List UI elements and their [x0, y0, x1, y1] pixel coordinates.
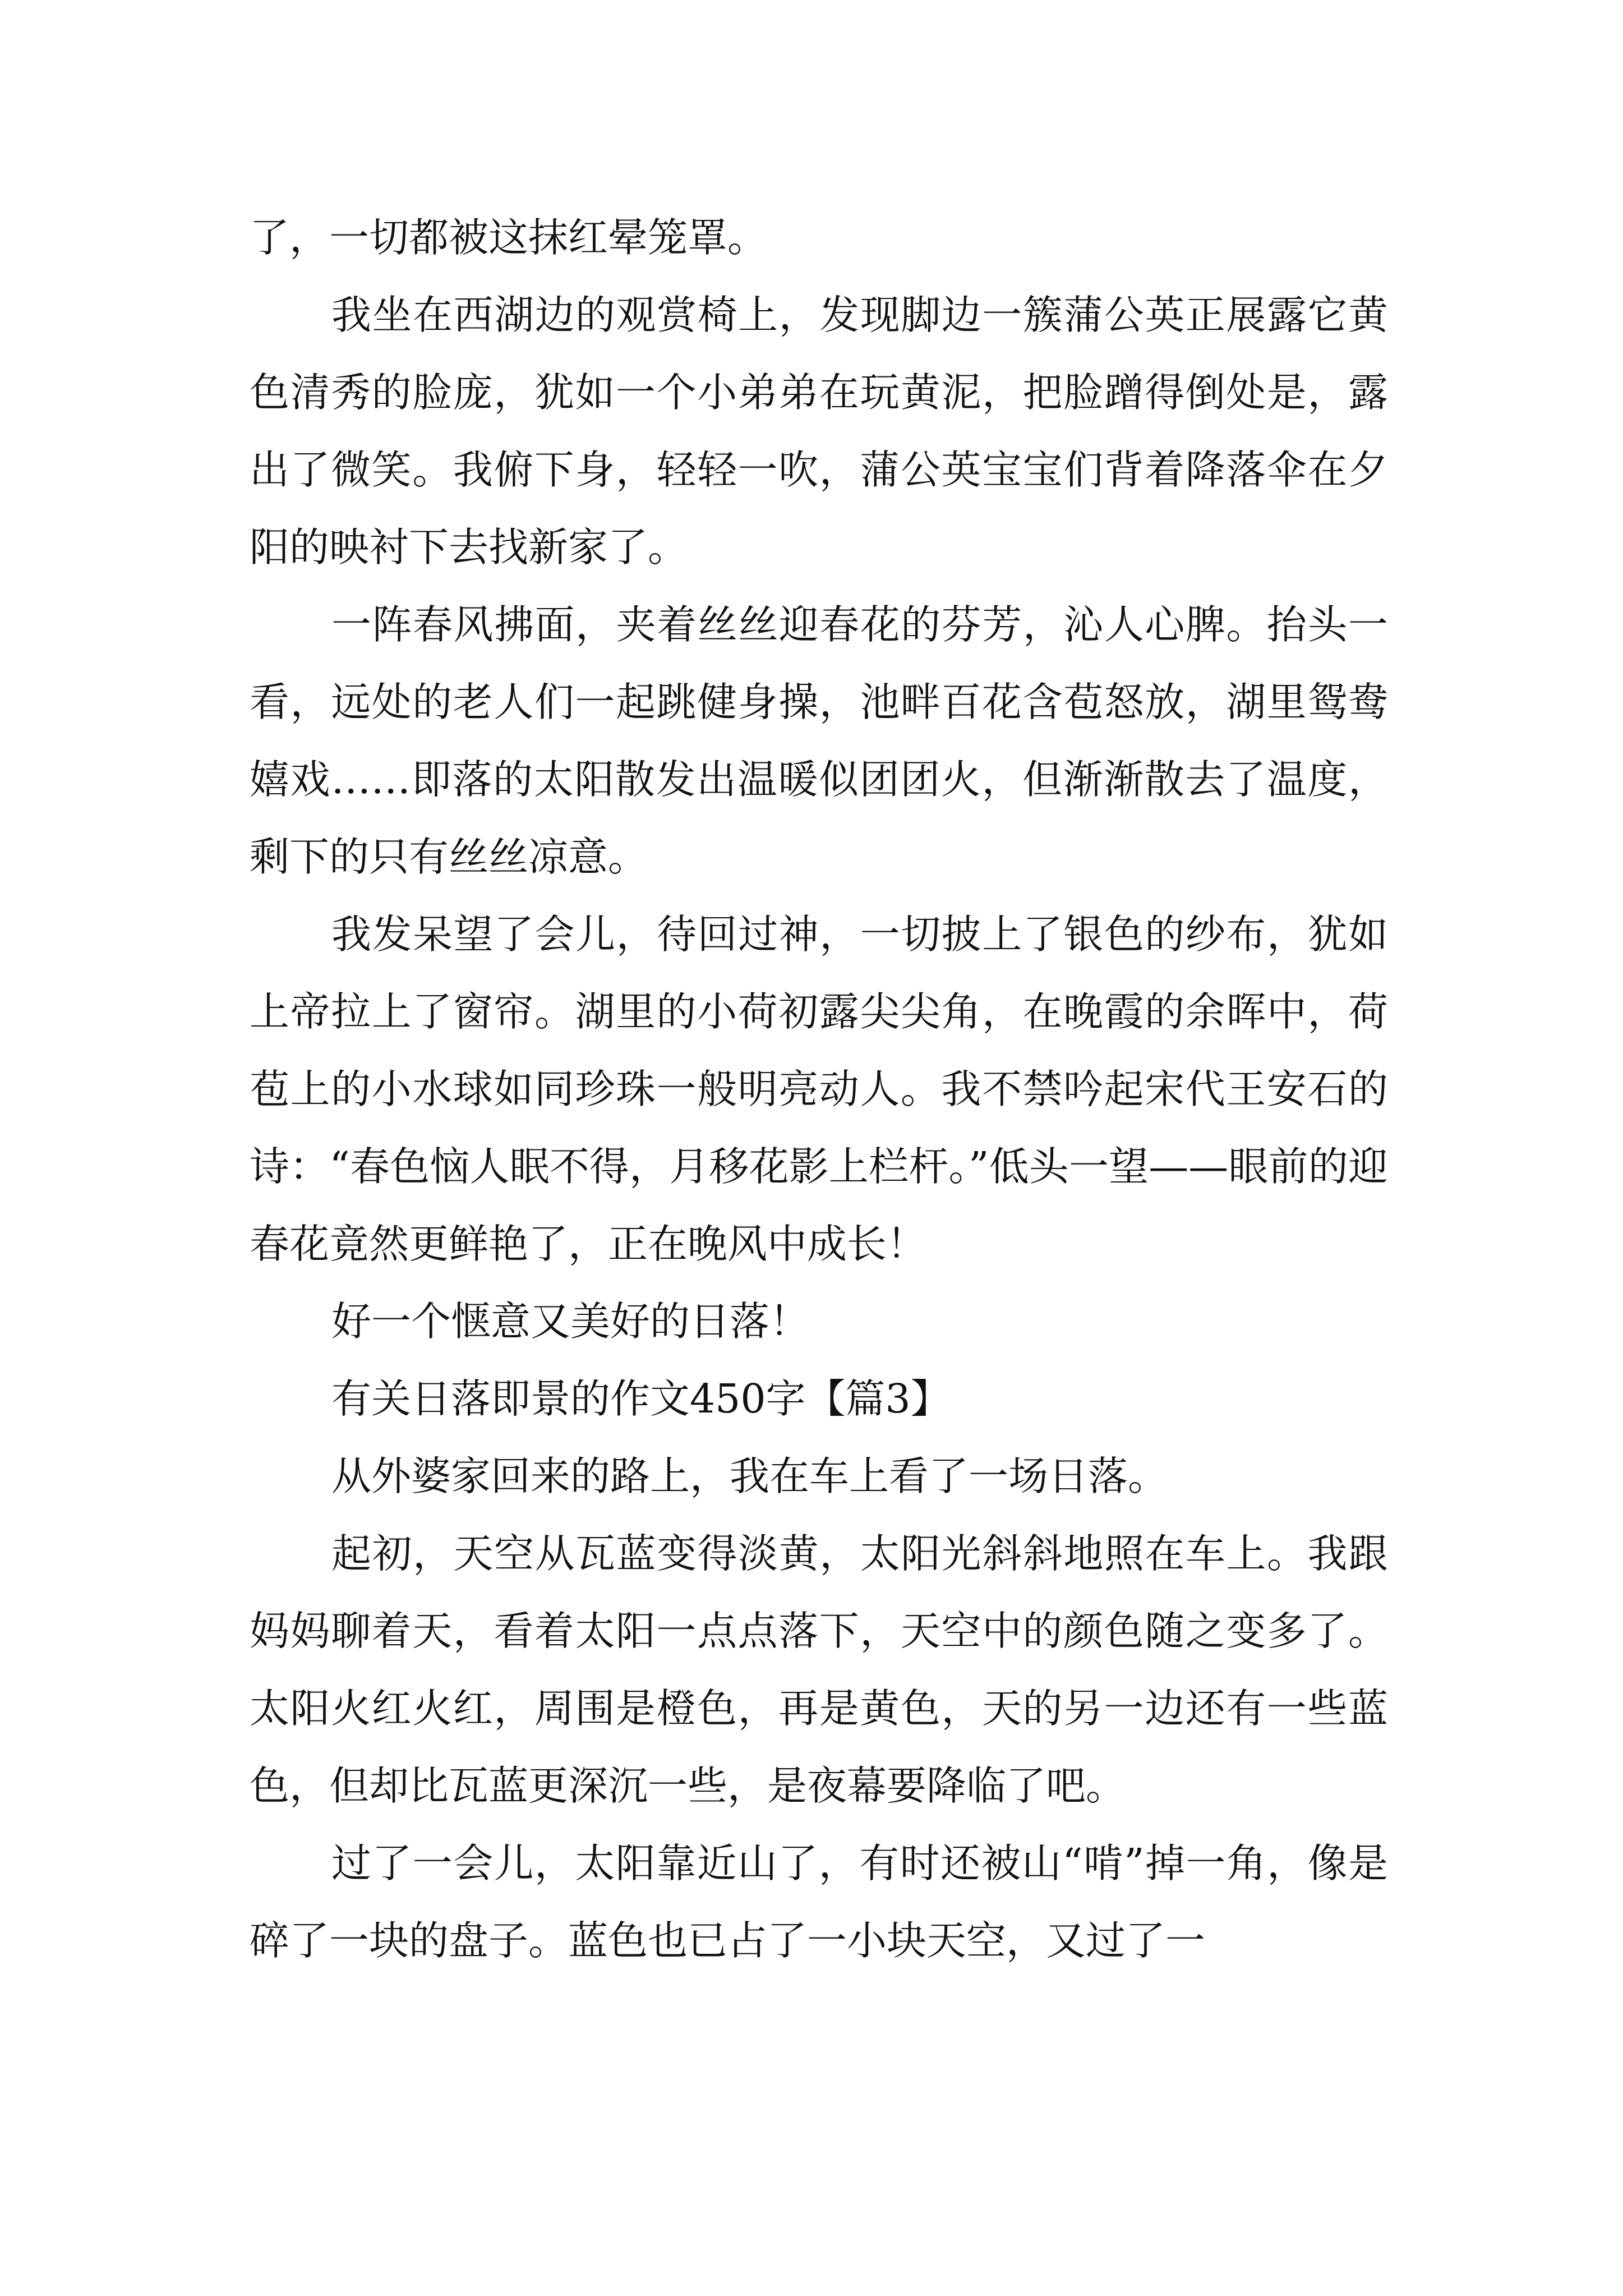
essay-heading: 有关日落即景的作文450字【篇3】	[331, 1375, 951, 1422]
paragraph-mountain: 过了一会儿，太阳靠近山了，有时还被山“啃”掉一角，像是碎了一块的盘子。蓝色也已占了一小块天空，又过了一	[250, 1840, 1388, 1964]
paragraph-sky-colors: 起初，天空从瓦蓝变得淡黄，太阳光斜斜地照在车上。我跟妈妈聊着天，看着太阳一点点落下，天空中的颜色随之变多了。太阳火红火红，周围是橙色，再是黄色，天的另一边还有一些蓝色，但却比瓦蓝更深沉一些，是夜幕要降临了吧。	[250, 1530, 1388, 1809]
paragraph-spring-breeze: 一阵春风拂面，夹着丝丝迎春花的芬芳，沁人心脾。抬头一看，远处的老人们一起跳健身操，池畔百花含苞怒放，湖里鸳鸯嬉戏……即落的太阳散发出温暖似团团火，但渐渐散去了温度，剩下的只有丝丝凉意。	[250, 601, 1388, 880]
paragraph-dandelion: 我坐在西湖边的观赏椅上，发现脚边一簇蒲公英正展露它黄色清秀的脸庞，犹如一个小弟弟在玩黄泥，把脸蹭得倒处是，露出了微笑。我俯下身，轻轻一吹，蒲公英宝宝们背着降落伞在夕阳的映衬下去找新家了。	[250, 292, 1388, 570]
paragraph-continuation: 了，一切都被这抹红晕笼罩。	[250, 214, 768, 261]
paragraph-closing: 好一个惬意又美好的日落！	[331, 1298, 810, 1345]
paragraph-dusk-reflection: 我发呆望了会儿，待回过神，一切披上了银色的纱布，犹如上帝拉上了窗帘。湖里的小荷初露尖尖角，在晚霞的余晖中，荷苞上的小水球如同珍珠一般明亮动人。我不禁吟起宋代王安石的诗：“春色恼人眠不得，月移花影上栏杆。”低头一望——眼前的迎春花竟然更鲜艳了，正在晚风中成长！	[250, 911, 1388, 1267]
paragraph-intro: 从外婆家回来的路上，我在车上看了一场日落。	[331, 1453, 1168, 1499]
essay-body	[250, 199, 1388, 1980]
